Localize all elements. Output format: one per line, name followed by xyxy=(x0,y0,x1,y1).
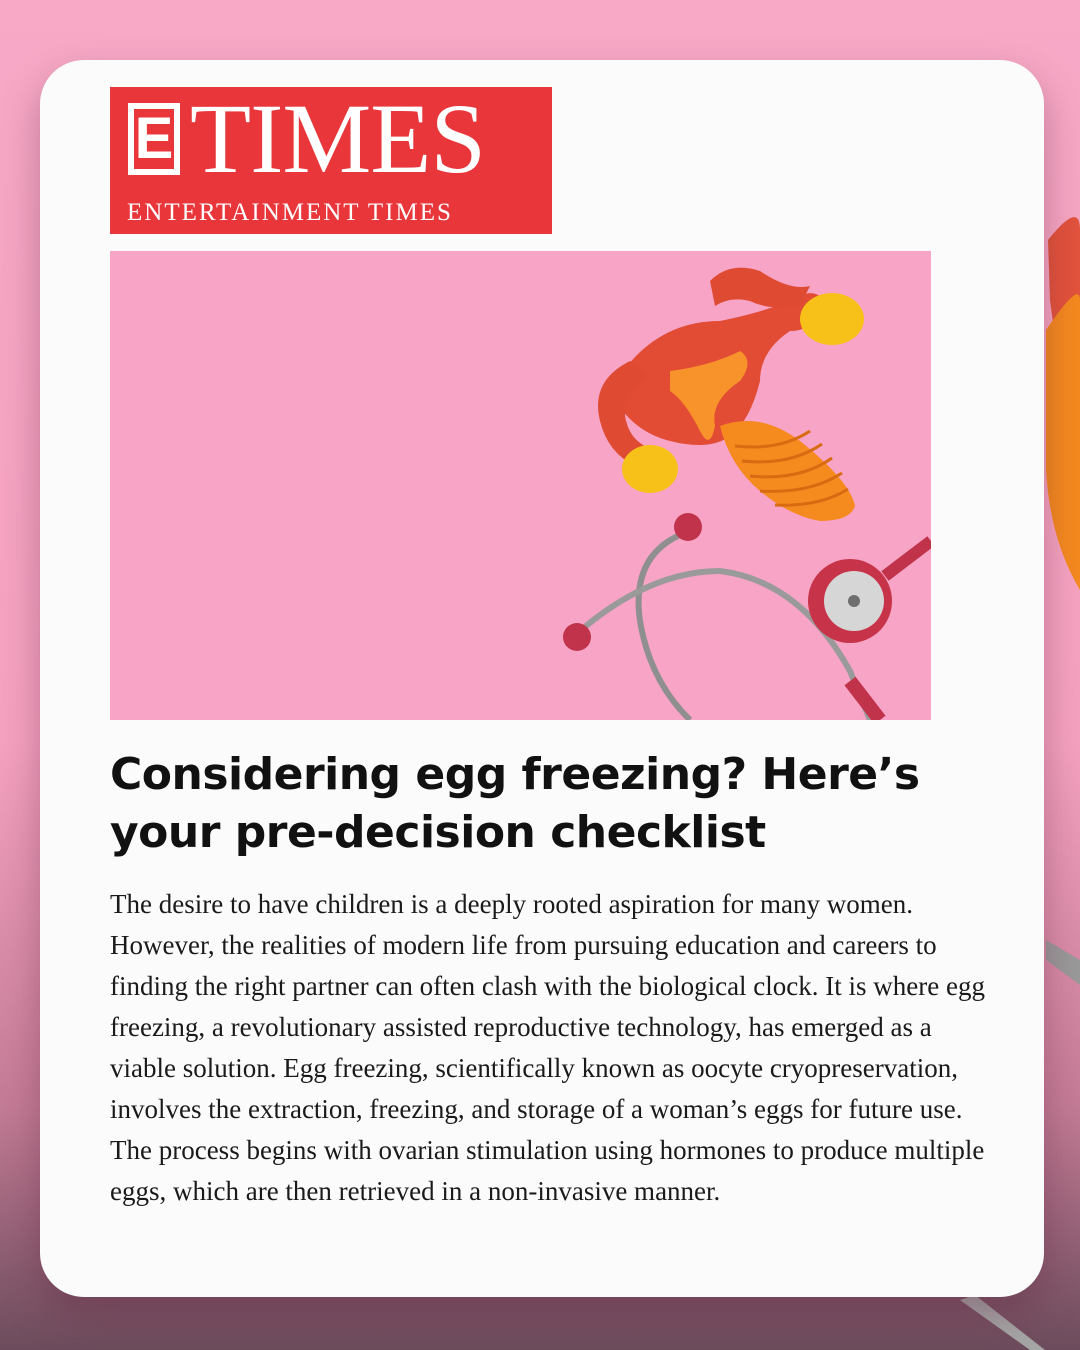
stethoscope-illustration xyxy=(563,513,931,720)
logo-tagline: ENTERTAINMENT TIMES xyxy=(127,199,453,226)
logo-word: TIMES xyxy=(190,83,485,194)
article-body: The desire to have children is a deeply rooted aspiration for many women. However, the realities of modern life from pursuing education and careers to finding the right partner can often clash with the biological clock. It is where egg freezing, a revolutionary assisted reproductive technology, has emerged as a viable solution. Egg freezing, scientifically known as oocyte cryopreservation, involves the extraction, freezing, and storage of a woman’s eggs for future use. The process begins with ovarian stimulation using hormones to produce multiple eggs, which are then retrieved in a non-invasive manner. xyxy=(110,889,985,1206)
uterus-model-illustration xyxy=(598,268,864,521)
hero-illustration xyxy=(110,251,931,720)
logo-letter: E xyxy=(128,103,180,175)
hero-image xyxy=(110,251,931,720)
etimes-logo xyxy=(110,83,552,234)
article-headline: Considering egg freezing? Here’s your pre-decision checklist xyxy=(110,749,920,858)
